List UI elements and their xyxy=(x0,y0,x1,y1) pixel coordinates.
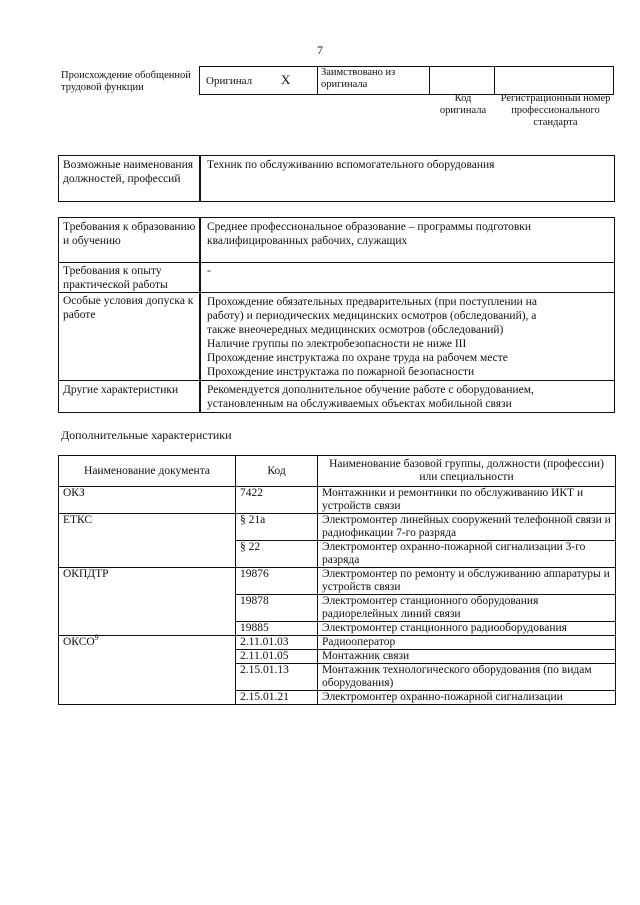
doc-name: ОКСО xyxy=(63,636,95,648)
name-cell: Электромонтер станционного оборудования радиорелейных линий связи xyxy=(318,595,616,622)
requirement-value-admission xyxy=(207,295,612,379)
code-cell: 2.11.01.03 xyxy=(236,636,318,650)
doc-cell xyxy=(59,622,236,636)
doc-cell: ЕТКС xyxy=(59,514,236,541)
doc-cell xyxy=(59,650,236,664)
additional-characteristics-title: Дополнительные характеристики xyxy=(61,428,232,442)
code-cell: 2.15.01.13 xyxy=(236,664,318,691)
requirement-line: Среднее профессиональное образование – программы подготовки xyxy=(207,221,532,233)
doc-cell: ОКПДТР xyxy=(59,568,236,595)
table-row xyxy=(59,514,616,541)
table-row xyxy=(59,691,616,705)
name-cell: Электромонтер станционного радиооборудования xyxy=(318,622,616,636)
requirement-label-other: Другие характеристики xyxy=(63,384,179,396)
additional-characteristics-table xyxy=(58,455,616,705)
row-separator xyxy=(59,262,614,263)
table-row xyxy=(59,487,616,514)
name-cell: Монтажник связи xyxy=(318,650,616,664)
requirement-value-other xyxy=(207,384,612,411)
requirement-line: также внеочередных медицинских осмотров (обследований) xyxy=(207,324,504,336)
requirement-line: Прохождение обязательных предварительных (при поступлении на xyxy=(207,296,537,308)
origin-original-mark: X xyxy=(281,72,291,87)
origin-reg-cell xyxy=(495,67,613,94)
page-number: 7 xyxy=(317,43,323,57)
requirement-line: - xyxy=(207,265,211,277)
doc-cell xyxy=(59,595,236,622)
doc-cell xyxy=(59,633,236,650)
row-separator xyxy=(59,380,614,381)
code-cell: 7422 xyxy=(236,487,318,514)
table-row xyxy=(59,568,616,595)
positions-label: Возможные наименования должностей, профессий xyxy=(63,159,194,185)
code-cell: § 22 xyxy=(236,541,318,568)
table-row xyxy=(59,541,616,568)
header-group-name: Наименование базовой группы, должности (профессии) или специальности xyxy=(318,456,616,487)
header-code: Код xyxy=(236,456,318,487)
table-row xyxy=(59,636,616,650)
positions-table xyxy=(58,155,615,202)
requirement-line: квалифицированных рабочих, служащих xyxy=(207,234,408,247)
code-cell: 2.15.01.21 xyxy=(236,691,318,705)
requirement-label-experience: Требования к опыту практической работы xyxy=(63,265,168,291)
header-document-name: Наименование документа xyxy=(59,456,236,487)
row-separator xyxy=(59,292,614,293)
positions-value: Техник по обслуживанию вспомогательного оборудования xyxy=(207,159,495,171)
doc-cell xyxy=(59,541,236,568)
footnote-marker: 9 xyxy=(94,633,99,643)
doc-cell: ОКЗ xyxy=(59,487,236,514)
positions-divider xyxy=(199,156,201,201)
requirements-divider xyxy=(199,218,201,412)
code-cell: 19885 xyxy=(236,622,318,636)
requirements-table xyxy=(58,217,615,413)
name-cell: Электромонтер охранно-пожарной сигнализации xyxy=(318,691,616,705)
table-row xyxy=(59,622,616,636)
table-row xyxy=(59,664,616,691)
code-original-caption: Код оригинала xyxy=(439,93,487,116)
requirement-label-admission: Особые условия допуска к работе xyxy=(63,295,194,321)
code-cell: 2.11.01.05 xyxy=(236,650,318,664)
code-cell: § 21а xyxy=(236,514,318,541)
registration-number-caption: Регистрационный номер профессионального стандарта xyxy=(500,93,611,128)
code-cell: 19878 xyxy=(236,595,318,622)
doc-cell xyxy=(59,691,236,705)
name-cell: Электромонтер линейных сооружений телефонной связи и радиофикации 7-го разряда xyxy=(318,514,616,541)
doc-cell xyxy=(59,664,236,691)
requirement-line: работу) и периодических медицинских осмотров (обследований), а xyxy=(207,310,537,322)
code-cell: 19876 xyxy=(236,568,318,595)
name-cell: Монтажники и ремонтники по обслуживанию ИКТ и устройств связи xyxy=(318,487,616,514)
requirement-line: Прохождение инструктажа по охране труда на рабочем месте xyxy=(207,352,508,364)
requirement-line: Прохождение инструктажа по пожарной безопасности xyxy=(207,366,475,378)
table-row xyxy=(59,650,616,664)
name-cell: Электромонтер по ремонту и обслуживанию аппаратуры и устройств связи xyxy=(318,568,616,595)
requirement-value-education xyxy=(207,221,612,248)
name-cell: Радиооператор xyxy=(318,636,616,650)
requirement-line: Рекомендуется дополнительное обучение работе с оборудованием, xyxy=(207,384,534,396)
requirement-label-education: Требования к образованию и обучению xyxy=(63,221,196,247)
requirement-line: Наличие группы по электробезопасности не ниже III xyxy=(207,338,467,350)
name-cell: Электромонтер охранно-пожарной сигнализации 3-го разряда xyxy=(318,541,616,568)
origin-code-cell xyxy=(430,67,495,94)
origin-borrowed-label: Заимствовано из оригинала xyxy=(321,67,396,90)
requirement-value-experience xyxy=(207,265,612,279)
name-cell: Монтажник технологического оборудования (по видам оборудования) xyxy=(318,664,616,691)
table-row xyxy=(59,595,616,622)
origin-original-label: Оригинал xyxy=(206,75,253,87)
requirement-line: установленным на обслуживаемых объектах мобильной связи xyxy=(207,397,512,410)
table-header-row xyxy=(59,456,616,487)
origin-label: Происхождение обобщенной трудовой функции xyxy=(61,70,191,93)
